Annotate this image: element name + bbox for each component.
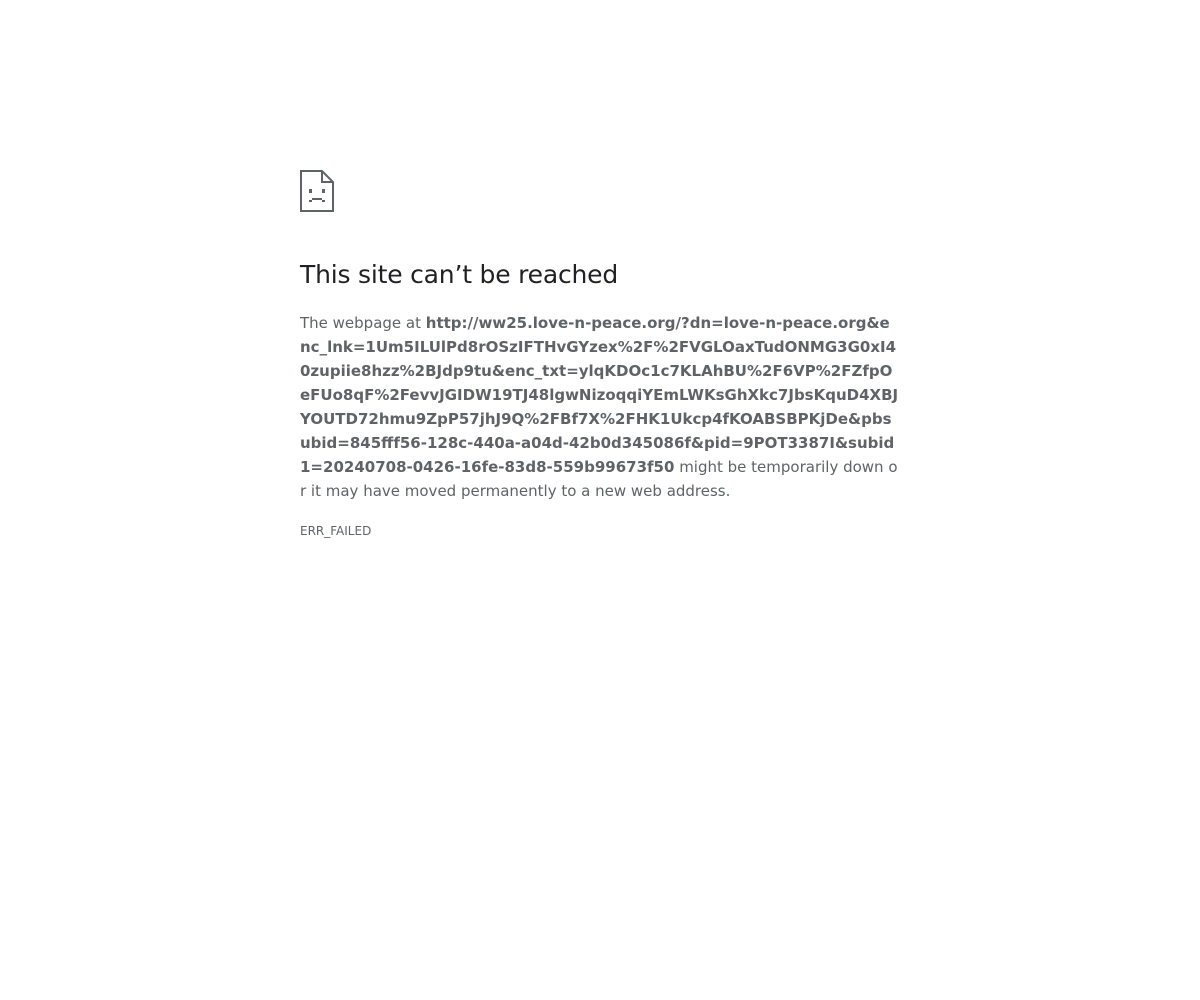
sad-page-icon <box>300 170 334 212</box>
message-suffix: might be temporarily down or it may have moved permanently to a new web address. <box>300 458 898 500</box>
error-message <box>300 311 900 503</box>
error-container <box>300 170 900 539</box>
error-code: ERR_FAILED <box>300 524 372 538</box>
message-prefix: The webpage at <box>300 314 426 332</box>
page-title: This site can’t be reached <box>300 260 619 289</box>
failed-url: http://ww25.love-n-peace.org/?dn=love-n-peace.org&enc_lnk=1Um5ILUlPd8rOSzIFTHvGYzex%2F%2FVGLOaxTudONMG3G0xI40zupiie8hzz%2BJdp9tu&enc_txt=ylqKDOc1c7KLAhBU%2F6VP%2FZfpOeFUo8qF%2FevvJGIDW19TJ48lgwNizoqqiYEmLWKsGhXkc7JbsKquD4XBJYOUTD72hmu9ZpP57jhJ9Q%2FBf7X%2FHK1Ukcp4fKOABSBPKjDe&pbsubid=845fff56-128c-440a-a04d-42b0d345086f&pid=9POT3387I&subid1=20240708-0426-16fe-83d8-559b99673f50 <box>300 314 899 476</box>
